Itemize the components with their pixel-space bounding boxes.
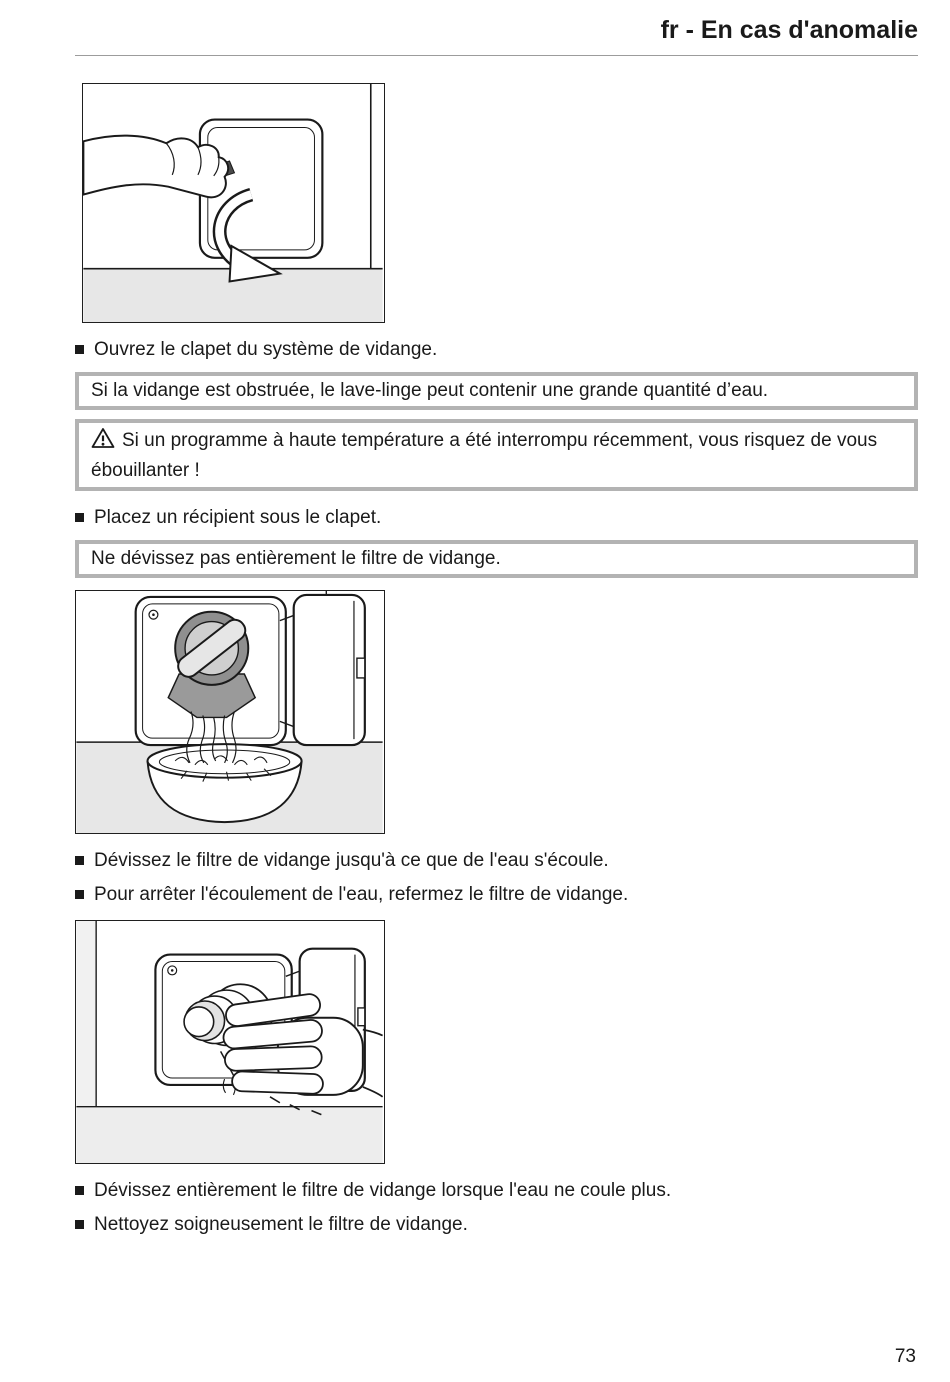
open-flap-drawing	[83, 84, 383, 322]
remove-filter-drawing	[76, 921, 383, 1163]
figure-open-drain-flap	[82, 83, 385, 323]
step-unscrew-until-water	[75, 848, 918, 874]
header-divider	[75, 55, 918, 56]
bullet-square	[75, 513, 84, 522]
page-title: fr - En cas d'anomalie	[660, 16, 918, 44]
step-close-filter	[75, 882, 918, 908]
figure-drain-water	[75, 590, 385, 834]
bullet-square	[75, 1220, 84, 1229]
step-open-flap-text: Ouvrez le clapet du système de vidange.	[94, 339, 438, 360]
step-clean-filter	[75, 1212, 918, 1238]
note-blocked-drain	[75, 372, 918, 410]
page-number: 73	[894, 1346, 916, 1367]
step-place-container-text: Placez un récipient sous le clapet.	[94, 507, 382, 528]
bullet-square	[75, 856, 84, 865]
bullet-square	[75, 345, 84, 354]
note-do-not-unscrew	[75, 540, 918, 578]
bullet-square	[75, 1186, 84, 1195]
bullet-square	[75, 890, 84, 899]
step-unscrew-completely-text: Dévissez entièrement le filtre de vidange lorsque l'eau ne coule plus.	[94, 1180, 672, 1201]
note-blocked-drain-text: Si la vidange est obstruée, le lave-linge peut contenir une grande quantité d’eau.	[91, 380, 769, 401]
step-place-container	[75, 505, 918, 531]
step-unscrew-until-water-text: Dévissez le filtre de vidange jusqu'à ce que de l'eau s'écoule.	[94, 850, 609, 871]
note-scald-warning-text: Si un programme à haute température a été interrompu récemment, vous risquez de vous ébouillanter !	[91, 430, 878, 481]
drain-water-drawing	[76, 591, 383, 833]
step-unscrew-completely	[75, 1178, 918, 1204]
page-header	[75, 16, 918, 45]
step-close-filter-text: Pour arrêter l'écoulement de l'eau, refermez le filtre de vidange.	[94, 884, 629, 905]
step-open-flap	[75, 337, 918, 363]
warning-icon	[91, 426, 115, 458]
step-clean-filter-text: Nettoyez soigneusement le filtre de vidange.	[94, 1214, 468, 1235]
figure-remove-filter	[75, 920, 385, 1164]
note-scald-warning	[75, 419, 918, 491]
note-do-not-unscrew-text: Ne dévissez pas entièrement le filtre de vidange.	[91, 548, 501, 569]
